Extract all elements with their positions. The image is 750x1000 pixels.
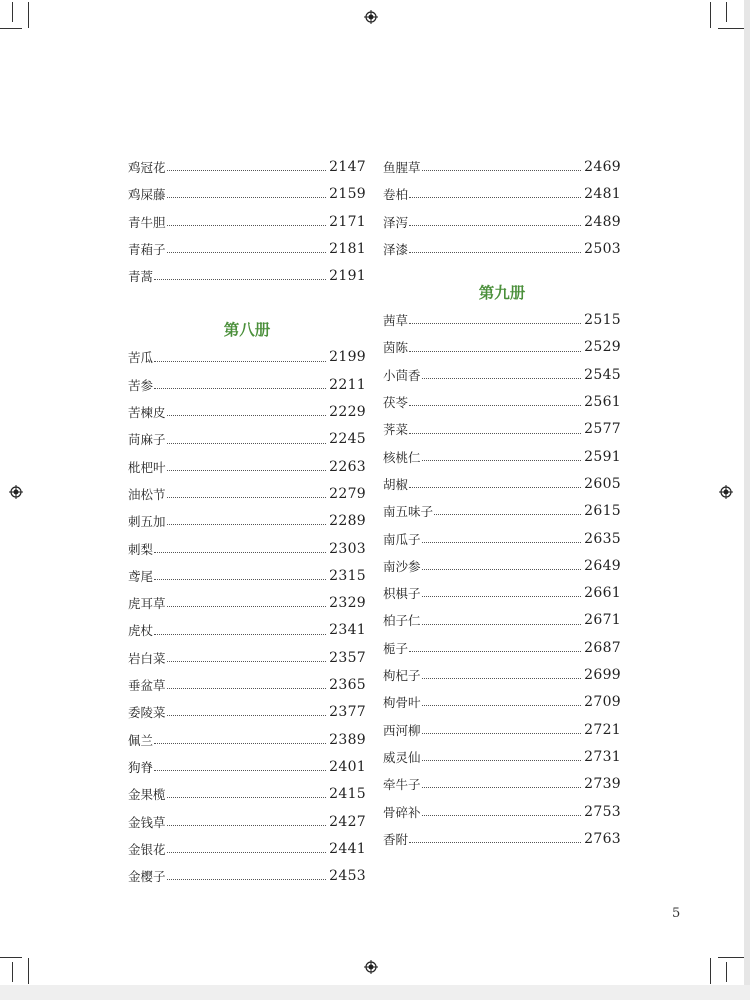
toc-entry[interactable] (383, 307, 621, 334)
toc-entry[interactable] (383, 580, 621, 607)
toc-entry-title: 西河柳 (383, 722, 421, 738)
toc-entry-title: 茵陈 (383, 340, 409, 356)
toc-entry-title: 岩白菜 (128, 650, 166, 666)
section-title-volume-8: 第八册 (223, 321, 271, 340)
toc-entry-title: 青蒿 (128, 269, 154, 285)
toc-entry[interactable] (128, 372, 366, 399)
toc-entry[interactable] (383, 607, 621, 634)
toc-entry-page: 2427 (329, 813, 366, 830)
toc-entry-title: 核桃仁 (383, 449, 421, 465)
toc-entry-page: 2661 (584, 585, 621, 602)
toc-entry-title: 青牛胆 (128, 214, 166, 230)
dot-leader (422, 169, 582, 171)
toc-entry-page: 2159 (329, 186, 366, 203)
toc-entry-title: 虎耳草 (128, 596, 166, 612)
dot-leader (167, 796, 327, 798)
toc-entry-title: 胡椒 (383, 476, 409, 492)
dot-leader (422, 677, 582, 679)
toc-entry[interactable] (128, 154, 366, 181)
dot-leader (154, 633, 326, 635)
toc-entry-page: 2181 (329, 240, 366, 257)
dot-leader (167, 469, 327, 471)
toc-entry-title: 垂盆草 (128, 678, 166, 694)
toc-entry-page: 2731 (584, 748, 621, 765)
dot-leader (434, 513, 581, 515)
toc-entry-page: 2515 (584, 312, 621, 329)
dot-leader (167, 169, 327, 171)
toc-entry-page: 2377 (329, 704, 366, 721)
dot-leader (409, 322, 581, 324)
dot-leader (154, 742, 326, 744)
toc-entry-page: 2191 (329, 268, 366, 285)
dot-leader (422, 377, 582, 379)
toc-entry[interactable] (383, 209, 621, 236)
toc-entry-page: 2687 (584, 639, 621, 656)
toc-entry-title: 狗脊 (128, 759, 154, 775)
toc-entry[interactable] (128, 263, 366, 290)
dot-leader (409, 196, 581, 198)
toc-entry[interactable] (383, 389, 621, 416)
toc-right-column (383, 154, 621, 853)
dot-leader (422, 786, 582, 788)
toc-entry-title: 骨碎补 (383, 804, 421, 820)
toc-entry-page: 2341 (329, 622, 366, 639)
dot-leader (167, 196, 327, 198)
dot-leader (154, 278, 326, 280)
toc-entry-title: 牵牛子 (383, 777, 421, 793)
toc-entry-page: 2401 (329, 758, 366, 775)
toc-entry-title: 南沙参 (383, 558, 421, 574)
crop-mark-icon (726, 962, 727, 982)
toc-entry-page: 2481 (584, 186, 621, 203)
toc-entry-page: 2561 (584, 394, 621, 411)
toc-entry-page: 2709 (584, 694, 621, 711)
toc-entry-page: 2199 (329, 349, 366, 366)
toc-entries-right-top (383, 154, 621, 263)
dot-leader (422, 704, 582, 706)
dot-leader (167, 851, 327, 853)
toc-entry-page: 2245 (329, 431, 366, 448)
toc-entry-page: 2147 (329, 159, 366, 175)
toc-entry-title: 青葙子 (128, 241, 166, 257)
crop-mark-icon (726, 2, 727, 22)
toc-entry-page: 2357 (329, 649, 366, 666)
toc-entry-title: 枸骨叶 (383, 695, 421, 711)
registration-mark-icon (364, 10, 378, 24)
crop-mark-icon (28, 958, 29, 984)
dot-leader (422, 759, 582, 761)
toc-entry-title: 苘麻子 (128, 432, 166, 448)
toc-entry-title: 香附 (383, 831, 409, 847)
toc-entry-page: 2605 (584, 475, 621, 492)
crop-mark-icon (28, 2, 29, 28)
toc-entry-page: 2263 (329, 458, 366, 475)
registration-mark-icon (364, 960, 378, 974)
page-number: 5 (672, 906, 681, 921)
toc-entry-page: 2753 (584, 803, 621, 820)
dot-leader (422, 814, 582, 816)
viewer-edge-right (744, 0, 750, 1000)
toc-entry[interactable] (128, 399, 366, 426)
dot-leader (409, 650, 581, 652)
registration-mark-icon (719, 485, 733, 499)
toc-entry[interactable] (383, 744, 621, 771)
toc-entry-page: 2303 (329, 540, 366, 557)
toc-entry[interactable] (383, 236, 621, 263)
toc-entry-page: 2503 (584, 240, 621, 257)
toc-entry[interactable] (383, 771, 621, 798)
dot-leader (167, 878, 327, 880)
toc-entry-title: 茜草 (383, 313, 409, 329)
toc-entry-title: 鸢尾 (128, 568, 154, 584)
toc-entry-page: 2279 (329, 485, 366, 502)
crop-mark-icon (12, 2, 13, 22)
toc-entry-page: 2315 (329, 567, 366, 584)
toc-entry-title: 小茴香 (383, 367, 421, 383)
dot-leader (167, 251, 327, 253)
toc-entry-title: 卷柏 (383, 187, 409, 203)
toc-entry-title: 鸡屎藤 (128, 187, 166, 203)
dot-leader (422, 623, 582, 625)
toc-entry-page: 2635 (584, 530, 621, 547)
viewer-edge-bottom (0, 985, 750, 1000)
toc-entry-page: 2441 (329, 840, 366, 857)
dot-leader (167, 605, 327, 607)
toc-entry-title: 金樱子 (128, 869, 166, 885)
toc-entry-title: 虎杖 (128, 623, 154, 639)
toc-entry-page: 2649 (584, 557, 621, 574)
toc-entry[interactable] (383, 717, 621, 744)
toc-left-column (128, 154, 366, 890)
toc-entry[interactable] (383, 362, 621, 389)
toc-entry[interactable] (128, 508, 366, 535)
toc-entry[interactable] (383, 799, 621, 826)
toc-entry[interactable] (128, 617, 366, 644)
toc-entry-page: 2415 (329, 786, 366, 803)
toc-entry[interactable] (383, 826, 621, 853)
toc-entry-page: 2721 (584, 721, 621, 738)
toc-entry-title: 枸杞子 (383, 668, 421, 684)
dot-leader (409, 841, 581, 843)
toc-entry-page: 2469 (584, 159, 621, 175)
dot-leader (409, 350, 581, 352)
toc-entry[interactable] (128, 454, 366, 481)
crop-mark-icon (710, 2, 711, 28)
toc-entry-title: 柏子仁 (383, 613, 421, 629)
section-spacer (128, 290, 366, 316)
toc-entry-title: 鱼腥草 (383, 160, 421, 175)
dot-leader (167, 496, 327, 498)
toc-entry[interactable] (128, 563, 366, 590)
toc-entry[interactable] (383, 154, 621, 181)
toc-entry-page: 2529 (584, 339, 621, 356)
dot-leader (422, 568, 582, 570)
toc-entry-title: 枇杷叶 (128, 459, 166, 475)
dot-leader (409, 486, 581, 488)
toc-entry[interactable] (383, 635, 621, 662)
toc-entry-page: 2489 (584, 213, 621, 230)
dot-leader (422, 732, 582, 734)
toc-entry-page: 2545 (584, 366, 621, 383)
dot-leader (167, 442, 327, 444)
toc-entry[interactable] (128, 590, 366, 617)
dot-leader (409, 224, 581, 226)
dot-leader (167, 660, 327, 662)
toc-entry-page: 2229 (329, 404, 366, 421)
toc-entry-title: 泽漆 (383, 241, 409, 257)
toc-entry[interactable] (383, 526, 621, 553)
toc-entry[interactable] (383, 334, 621, 361)
toc-entry-page: 2671 (584, 612, 621, 629)
crop-mark-icon (0, 957, 22, 958)
toc-entry-page: 2329 (329, 595, 366, 612)
toc-entry[interactable] (128, 536, 366, 563)
toc-entry[interactable] (383, 662, 621, 689)
toc-entry-title: 枳椇子 (383, 586, 421, 602)
toc-entry-title: 苦楝皮 (128, 405, 166, 421)
toc-entry[interactable] (128, 781, 366, 808)
toc-entry-page: 2615 (584, 503, 621, 520)
toc-entry-page: 2699 (584, 667, 621, 684)
crop-mark-icon (710, 958, 711, 984)
dot-leader (167, 687, 327, 689)
toc-entries-volume-8 (128, 344, 366, 890)
toc-entry-page: 2577 (584, 421, 621, 438)
toc-entry-page: 2389 (329, 731, 366, 748)
toc-entry-title: 金银花 (128, 841, 166, 857)
toc-entry[interactable] (383, 181, 621, 208)
dot-leader (154, 551, 326, 553)
toc-entry-title: 委陵菜 (128, 705, 166, 721)
toc-entry[interactable] (128, 236, 366, 263)
toc-entry-title: 威灵仙 (383, 749, 421, 765)
crop-mark-icon (0, 28, 22, 29)
toc-entry-page: 2289 (329, 513, 366, 530)
toc-entries-volume-9 (383, 307, 621, 853)
toc-entry[interactable] (383, 553, 621, 580)
toc-entry-title: 泽泻 (383, 214, 409, 230)
registration-mark-icon (9, 485, 23, 499)
toc-entry-title: 南五味子 (383, 504, 434, 520)
dot-leader (154, 578, 326, 580)
toc-entry-title: 苦瓜 (128, 350, 154, 366)
toc-entry-page: 2739 (584, 776, 621, 793)
toc-entry-title: 荠菜 (383, 422, 409, 438)
toc-entry[interactable] (128, 645, 366, 672)
dot-leader (167, 714, 327, 716)
toc-entry-title: 南瓜子 (383, 531, 421, 547)
toc-entry-title: 油松节 (128, 486, 166, 502)
dot-leader (409, 251, 581, 253)
toc-entries-left-top (128, 154, 366, 290)
toc-entry[interactable] (128, 344, 366, 371)
crop-mark-icon (718, 28, 744, 29)
dot-leader (167, 523, 327, 525)
toc-entry-title: 刺梨 (128, 541, 154, 557)
section-title-volume-9: 第九册 (478, 284, 526, 303)
toc-entry[interactable] (383, 498, 621, 525)
dot-leader (409, 432, 581, 434)
toc-entry-title: 金钱草 (128, 814, 166, 830)
dot-leader (422, 459, 582, 461)
dot-leader (154, 387, 326, 389)
toc-entry[interactable] (128, 181, 366, 208)
toc-entry-title: 茯苓 (383, 395, 409, 411)
toc-entry-page: 2453 (329, 868, 366, 885)
dot-leader (167, 824, 327, 826)
toc-entry-page: 2365 (329, 677, 366, 694)
dot-leader (154, 360, 326, 362)
toc-entry[interactable] (128, 426, 366, 453)
toc-entry[interactable] (383, 689, 621, 716)
toc-entry-title: 刺五加 (128, 514, 166, 530)
toc-entry-title: 金果榄 (128, 787, 166, 803)
dot-leader (167, 414, 327, 416)
toc-entry-page: 2591 (584, 448, 621, 465)
toc-entry[interactable] (128, 809, 366, 836)
toc-entry[interactable] (383, 471, 621, 498)
toc-entry[interactable] (128, 209, 366, 236)
dot-leader (154, 769, 326, 771)
toc-entry[interactable] (128, 672, 366, 699)
dot-leader (409, 404, 581, 406)
toc-entry[interactable] (383, 444, 621, 471)
toc-entry[interactable] (128, 727, 366, 754)
toc-entry[interactable] (128, 754, 366, 781)
toc-entry-title: 栀子 (383, 640, 409, 656)
dot-leader (167, 224, 327, 226)
toc-entry[interactable] (383, 416, 621, 443)
toc-entry[interactable] (128, 836, 366, 863)
dot-leader (422, 595, 582, 597)
toc-entry[interactable] (128, 481, 366, 508)
section-spacer (383, 263, 621, 279)
toc-entry-title: 鸡冠花 (128, 160, 166, 175)
crop-mark-icon (718, 957, 744, 958)
toc-entry[interactable] (128, 863, 366, 890)
toc-entry-title: 苦参 (128, 377, 154, 393)
toc-entry[interactable] (128, 699, 366, 726)
dot-leader (422, 541, 582, 543)
crop-mark-icon (12, 962, 13, 982)
toc-entry-title: 佩兰 (128, 732, 154, 748)
toc-entry-page: 2171 (329, 213, 366, 230)
toc-entry-page: 2763 (584, 830, 621, 847)
toc-entry-page: 2211 (329, 376, 366, 393)
